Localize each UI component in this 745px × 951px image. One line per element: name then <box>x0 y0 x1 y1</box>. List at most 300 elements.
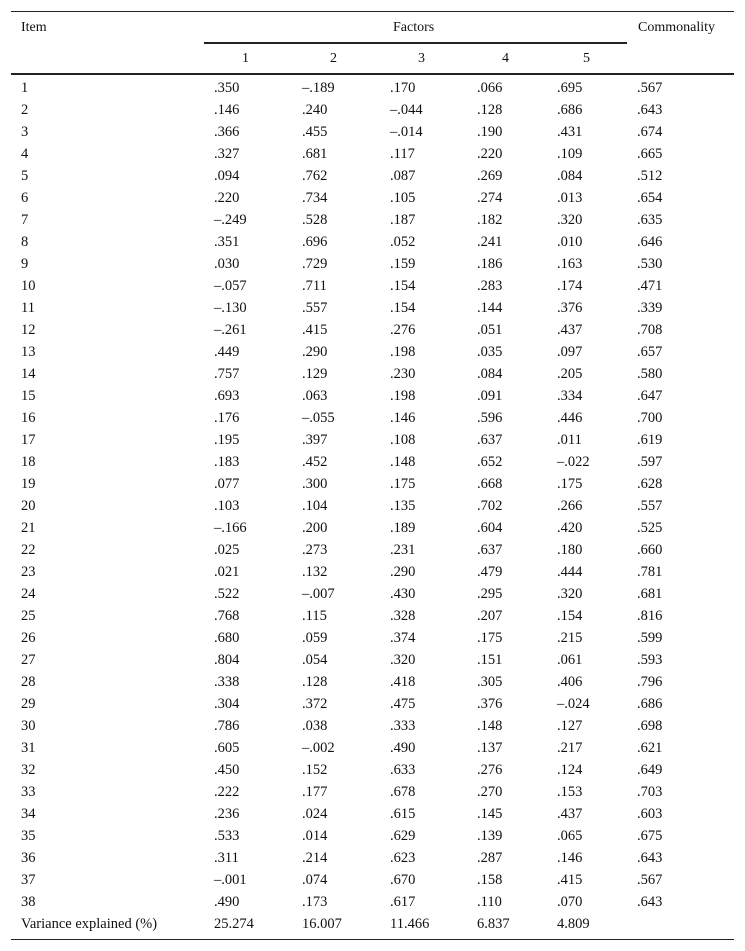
cell-factor-2: .696 <box>302 234 328 250</box>
cell-factor-4: .295 <box>477 586 503 602</box>
cell-factor-5: .437 <box>557 322 583 338</box>
cell-factor-3: .170 <box>390 80 416 96</box>
cell-factor-5: .334 <box>557 388 583 404</box>
cell-factor-4: .207 <box>477 608 503 624</box>
cell-factor-1: –.261 <box>214 322 247 338</box>
cell-factor-2: .074 <box>302 872 328 888</box>
cell-factor-1: .786 <box>214 718 240 734</box>
cell-factor-4: .274 <box>477 190 503 206</box>
cell-factor-3: .117 <box>390 146 415 162</box>
cell-commonality: .339 <box>637 300 663 316</box>
cell-factor-3: .430 <box>390 586 416 602</box>
cell-commonality: .643 <box>637 102 663 118</box>
cell-item: 15 <box>21 388 36 404</box>
cell-factor-3: .615 <box>390 806 416 822</box>
table-row <box>11 561 734 583</box>
cell-factor-4: .175 <box>477 630 503 646</box>
table-row <box>11 209 734 231</box>
table-row <box>11 253 734 275</box>
cell-factor-1: .195 <box>214 432 240 448</box>
table-row <box>11 165 734 187</box>
cell-factor-3: .159 <box>390 256 416 272</box>
cell-factor-3: .108 <box>390 432 416 448</box>
cell-factor-5: .415 <box>557 872 583 888</box>
cell-factor-3: .154 <box>390 300 416 316</box>
cell-factor-1: .533 <box>214 828 240 844</box>
cell-factor-3: .198 <box>390 344 416 360</box>
cell-factor-4: .137 <box>477 740 503 756</box>
cell-factor-1: .450 <box>214 762 240 778</box>
cell-item: 3 <box>21 124 29 140</box>
cell-factor-5: .376 <box>557 300 583 316</box>
cell-item: 10 <box>21 278 36 294</box>
cell-factor-5: .109 <box>557 146 583 162</box>
cell-factor-5: –.024 <box>557 696 590 712</box>
cell-factor-1: .522 <box>214 586 240 602</box>
cell-item: 2 <box>21 102 29 118</box>
cell-factor-1: –.057 <box>214 278 247 294</box>
cell-factor-1: .220 <box>214 190 240 206</box>
cell-factor-2: .152 <box>302 762 328 778</box>
cell-commonality: .525 <box>637 520 663 536</box>
table-row <box>11 341 734 363</box>
cell-factor-4: .148 <box>477 718 503 734</box>
cell-factor-3: .629 <box>390 828 416 844</box>
cell-item: 5 <box>21 168 29 184</box>
cell-factor-4: .637 <box>477 542 503 558</box>
cell-factor-2: .300 <box>302 476 328 492</box>
table-row <box>11 143 734 165</box>
cell-item: 1 <box>21 80 29 96</box>
table-row <box>11 737 734 759</box>
table-row <box>11 869 734 891</box>
cell-factor-3: .154 <box>390 278 416 294</box>
cell-factor-5: .406 <box>557 674 583 690</box>
cell-factor-4: .283 <box>477 278 503 294</box>
cell-commonality: .681 <box>637 586 663 602</box>
cell-factor-4: .702 <box>477 498 503 514</box>
cell-factor-4: .269 <box>477 168 503 184</box>
cell-factor-3: –.044 <box>390 102 423 118</box>
cell-factor-4: .668 <box>477 476 503 492</box>
cell-factor-1: .366 <box>214 124 240 140</box>
cell-item: 26 <box>21 630 36 646</box>
cell-factor-5: .444 <box>557 564 583 580</box>
cell-factor-4: .066 <box>477 80 503 96</box>
cell-item: 23 <box>21 564 36 580</box>
cell-factor-5: .153 <box>557 784 583 800</box>
cell-factor-1: .327 <box>214 146 240 162</box>
cell-commonality: .635 <box>637 212 663 228</box>
cell-factor-1: .449 <box>214 344 240 360</box>
cell-factor-1: .077 <box>214 476 240 492</box>
cell-factor-3: .148 <box>390 454 416 470</box>
cell-factor-4: .145 <box>477 806 503 822</box>
cell-factor-3: .678 <box>390 784 416 800</box>
cell-item: 35 <box>21 828 36 844</box>
cell-factor-4: .035 <box>477 344 503 360</box>
cell-factor-2: .054 <box>302 652 328 668</box>
cell-factor-2: .177 <box>302 784 328 800</box>
cell-commonality: .796 <box>637 674 663 690</box>
cell-factor-4: .144 <box>477 300 503 316</box>
cell-factor-5: .070 <box>557 894 583 910</box>
cell-factor-2: .273 <box>302 542 328 558</box>
cell-factor-5: .163 <box>557 256 583 272</box>
cell-factor-5: .175 <box>557 476 583 492</box>
cell-factor-1: .304 <box>214 696 240 712</box>
cell-factor-5: .174 <box>557 278 583 294</box>
cell-factor-1: 25.274 <box>214 916 254 932</box>
cell-factor-1: .103 <box>214 498 240 514</box>
cell-factor-3: .290 <box>390 564 416 580</box>
cell-factor-4: .637 <box>477 432 503 448</box>
cell-factor-2: .024 <box>302 806 328 822</box>
cell-item: 16 <box>21 410 36 426</box>
table-row <box>11 407 734 429</box>
table-row <box>11 297 734 319</box>
cell-factor-5: .320 <box>557 586 583 602</box>
table-row <box>11 517 734 539</box>
cell-factor-3: .187 <box>390 212 416 228</box>
cell-factor-1: .183 <box>214 454 240 470</box>
cell-factor-5: –.022 <box>557 454 590 470</box>
cell-factor-5: .097 <box>557 344 583 360</box>
table-row <box>11 847 734 869</box>
cell-item: 32 <box>21 762 36 778</box>
cell-factor-3: .623 <box>390 850 416 866</box>
cell-factor-3: .670 <box>390 872 416 888</box>
cell-factor-1: .768 <box>214 608 240 624</box>
cell-factor-1: .021 <box>214 564 240 580</box>
cell-commonality: .700 <box>637 410 663 426</box>
table-row <box>11 825 734 847</box>
header-commonality: Commonality <box>638 20 715 35</box>
cell-factor-2: .063 <box>302 388 328 404</box>
cell-factor-3: .276 <box>390 322 416 338</box>
cell-factor-4: 6.837 <box>477 916 510 932</box>
cell-commonality: .654 <box>637 190 663 206</box>
cell-factor-1: –.001 <box>214 872 247 888</box>
cell-factor-3: .135 <box>390 498 416 514</box>
cell-item: 11 <box>21 300 35 316</box>
cell-factor-5: .084 <box>557 168 583 184</box>
cell-commonality: .665 <box>637 146 663 162</box>
cell-factor-2: .528 <box>302 212 328 228</box>
cell-factor-4: .270 <box>477 784 503 800</box>
cell-factor-2: .455 <box>302 124 328 140</box>
cell-factor-1: .680 <box>214 630 240 646</box>
cell-factor-2: .711 <box>302 278 327 294</box>
cell-factor-3: .198 <box>390 388 416 404</box>
cell-factor-2: .128 <box>302 674 328 690</box>
header-factor-1: 1 <box>242 51 249 66</box>
cell-item: 38 <box>21 894 36 910</box>
table-row <box>11 363 734 385</box>
cell-commonality: .646 <box>637 234 663 250</box>
cell-factor-3: .320 <box>390 652 416 668</box>
cell-factor-5: .065 <box>557 828 583 844</box>
cell-factor-3: .617 <box>390 894 416 910</box>
cell-item: 37 <box>21 872 36 888</box>
cell-factor-4: .220 <box>477 146 503 162</box>
cell-item: 12 <box>21 322 36 338</box>
cell-factor-5: .686 <box>557 102 583 118</box>
cell-factor-4: .151 <box>477 652 503 668</box>
cell-factor-5: .446 <box>557 410 583 426</box>
cell-factor-1: .490 <box>214 894 240 910</box>
cell-factor-4: .276 <box>477 762 503 778</box>
cell-item: 20 <box>21 498 36 514</box>
cell-factor-5: .217 <box>557 740 583 756</box>
cell-item: 28 <box>21 674 36 690</box>
cell-factor-5: .695 <box>557 80 583 96</box>
cell-commonality: .603 <box>637 806 663 822</box>
cell-factor-1: .094 <box>214 168 240 184</box>
cell-item: 24 <box>21 586 36 602</box>
cell-factor-2: .115 <box>302 608 327 624</box>
table-row <box>11 495 734 517</box>
cell-factor-4: .182 <box>477 212 503 228</box>
header-factor-4: 4 <box>502 51 509 66</box>
cell-factor-3: .175 <box>390 476 416 492</box>
cell-factor-2: .397 <box>302 432 328 448</box>
cell-item: 34 <box>21 806 36 822</box>
cell-factor-2: .557 <box>302 300 328 316</box>
cell-factor-2: .290 <box>302 344 328 360</box>
cell-factor-5: .013 <box>557 190 583 206</box>
table-row <box>11 187 734 209</box>
cell-factor-3: .418 <box>390 674 416 690</box>
cell-factor-3: –.014 <box>390 124 423 140</box>
cell-item: 4 <box>21 146 29 162</box>
cell-factor-4: .190 <box>477 124 503 140</box>
cell-factor-5: .215 <box>557 630 583 646</box>
table-row <box>11 759 734 781</box>
header-item: Item <box>21 20 47 35</box>
table-top-rule <box>11 11 734 12</box>
cell-factor-2: .038 <box>302 718 328 734</box>
cell-factor-1: .025 <box>214 542 240 558</box>
cell-commonality: .816 <box>637 608 663 624</box>
cell-commonality: .649 <box>637 762 663 778</box>
cell-factor-4: .376 <box>477 696 503 712</box>
cell-factor-3: 11.466 <box>390 916 430 932</box>
cell-factor-1: –.166 <box>214 520 247 536</box>
cell-commonality: .621 <box>637 740 663 756</box>
cell-item: 30 <box>21 718 36 734</box>
cell-factor-1: .757 <box>214 366 240 382</box>
cell-commonality: .708 <box>637 322 663 338</box>
cell-commonality: .530 <box>637 256 663 272</box>
cell-factor-2: .200 <box>302 520 328 536</box>
table-row <box>11 891 734 913</box>
cell-factor-4: .186 <box>477 256 503 272</box>
cell-factor-3: .087 <box>390 168 416 184</box>
cell-factor-5: .154 <box>557 608 583 624</box>
cell-factor-1: .693 <box>214 388 240 404</box>
cell-item: 36 <box>21 850 36 866</box>
cell-commonality: .686 <box>637 696 663 712</box>
cell-factor-5: .437 <box>557 806 583 822</box>
cell-factor-5: .124 <box>557 762 583 778</box>
cell-commonality: .597 <box>637 454 663 470</box>
table-row <box>11 385 734 407</box>
table-row <box>11 715 734 737</box>
cell-factor-3: .052 <box>390 234 416 250</box>
table-row <box>11 605 734 627</box>
cell-factor-1: .804 <box>214 652 240 668</box>
cell-factor-5: .146 <box>557 850 583 866</box>
cell-factor-1: .311 <box>214 850 239 866</box>
cell-item: 25 <box>21 608 36 624</box>
header-factors: Factors <box>393 20 435 35</box>
cell-factor-2: –.055 <box>302 410 335 426</box>
cell-factor-1: .605 <box>214 740 240 756</box>
cell-commonality: .567 <box>637 80 663 96</box>
cell-factor-3: .146 <box>390 410 416 426</box>
table-row <box>11 121 734 143</box>
cell-commonality: .580 <box>637 366 663 382</box>
cell-factor-2: –.002 <box>302 740 335 756</box>
cell-commonality: .781 <box>637 564 663 580</box>
table-row <box>11 77 734 99</box>
cell-item: 19 <box>21 476 36 492</box>
cell-item: 33 <box>21 784 36 800</box>
cell-commonality: .619 <box>637 432 663 448</box>
table-row <box>11 451 734 473</box>
cell-factor-5: .431 <box>557 124 583 140</box>
cell-factor-1: .030 <box>214 256 240 272</box>
cell-factor-2: .059 <box>302 630 328 646</box>
cell-item: 21 <box>21 520 36 536</box>
cell-factor-2: .173 <box>302 894 328 910</box>
cell-item: 6 <box>21 190 29 206</box>
cell-factor-4: .110 <box>477 894 502 910</box>
cell-item: 14 <box>21 366 36 382</box>
cell-factor-5: .010 <box>557 234 583 250</box>
cell-factor-2: –.007 <box>302 586 335 602</box>
cell-item: 29 <box>21 696 36 712</box>
cell-item: 22 <box>21 542 36 558</box>
cell-item: 7 <box>21 212 29 228</box>
table-row <box>11 275 734 297</box>
cell-factor-2: .129 <box>302 366 328 382</box>
cell-factor-4: .652 <box>477 454 503 470</box>
cell-commonality: .471 <box>637 278 663 294</box>
cell-factor-4: .051 <box>477 322 503 338</box>
cell-factor-2: .372 <box>302 696 328 712</box>
cell-commonality: .675 <box>637 828 663 844</box>
cell-factor-4: .139 <box>477 828 503 844</box>
cell-factor-4: .091 <box>477 388 503 404</box>
cell-item: 8 <box>21 234 29 250</box>
cell-factor-2: .762 <box>302 168 328 184</box>
cell-factor-2: 16.007 <box>302 916 342 932</box>
cell-commonality: .557 <box>637 498 663 514</box>
cell-item: Variance explained (%) <box>21 916 158 932</box>
header-factor-3: 3 <box>418 51 425 66</box>
cell-factor-3: .490 <box>390 740 416 756</box>
cell-factor-3: .230 <box>390 366 416 382</box>
cell-factor-3: .328 <box>390 608 416 624</box>
cell-factor-3: .231 <box>390 542 416 558</box>
cell-factor-2: .452 <box>302 454 328 470</box>
cell-commonality: .674 <box>637 124 663 140</box>
variance-explained-row <box>11 913 734 935</box>
header-factor-2: 2 <box>330 51 337 66</box>
cell-factor-1: .222 <box>214 784 240 800</box>
cell-factor-5: 4.809 <box>557 916 590 932</box>
table-row <box>11 803 734 825</box>
cell-factor-4: .604 <box>477 520 503 536</box>
cell-commonality: .643 <box>637 850 663 866</box>
cell-commonality: .703 <box>637 784 663 800</box>
cell-item: 13 <box>21 344 36 360</box>
cell-factor-4: .084 <box>477 366 503 382</box>
cell-factor-4: .287 <box>477 850 503 866</box>
cell-commonality: .593 <box>637 652 663 668</box>
cell-factor-4: .596 <box>477 410 503 426</box>
cell-commonality: .599 <box>637 630 663 646</box>
table-row <box>11 429 734 451</box>
cell-factor-2: .132 <box>302 564 328 580</box>
cell-factor-2: .415 <box>302 322 328 338</box>
cell-factor-5: .266 <box>557 498 583 514</box>
cell-factor-5: .127 <box>557 718 583 734</box>
cell-factor-5: .420 <box>557 520 583 536</box>
table-body <box>11 77 734 935</box>
factors-spanner-rule <box>204 42 627 44</box>
table-row <box>11 319 734 341</box>
cell-factor-4: .479 <box>477 564 503 580</box>
header-factor-5: 5 <box>583 51 590 66</box>
table-bottom-rule <box>11 939 734 940</box>
table-row <box>11 649 734 671</box>
cell-commonality: .647 <box>637 388 663 404</box>
cell-commonality: .698 <box>637 718 663 734</box>
table-row <box>11 231 734 253</box>
cell-factor-1: .236 <box>214 806 240 822</box>
cell-factor-2: .734 <box>302 190 328 206</box>
cell-factor-2: .014 <box>302 828 328 844</box>
cell-factor-3: .105 <box>390 190 416 206</box>
cell-factor-3: .333 <box>390 718 416 734</box>
cell-item: 31 <box>21 740 36 756</box>
table-row <box>11 671 734 693</box>
cell-factor-1: .146 <box>214 102 240 118</box>
cell-factor-1: .338 <box>214 674 240 690</box>
cell-item: 9 <box>21 256 29 272</box>
cell-factor-2: .104 <box>302 498 328 514</box>
cell-factor-5: .061 <box>557 652 583 668</box>
cell-item: 27 <box>21 652 36 668</box>
cell-commonality: .643 <box>637 894 663 910</box>
cell-item: 18 <box>21 454 36 470</box>
cell-factor-3: .189 <box>390 520 416 536</box>
header-bottom-rule <box>11 73 734 75</box>
cell-factor-4: .158 <box>477 872 503 888</box>
cell-factor-2: .240 <box>302 102 328 118</box>
cell-factor-2: –.189 <box>302 80 335 96</box>
cell-factor-3: .475 <box>390 696 416 712</box>
cell-factor-2: .729 <box>302 256 328 272</box>
cell-factor-1: .350 <box>214 80 240 96</box>
cell-factor-4: .305 <box>477 674 503 690</box>
cell-factor-1: .351 <box>214 234 240 250</box>
cell-factor-4: .128 <box>477 102 503 118</box>
cell-factor-1: .176 <box>214 410 240 426</box>
